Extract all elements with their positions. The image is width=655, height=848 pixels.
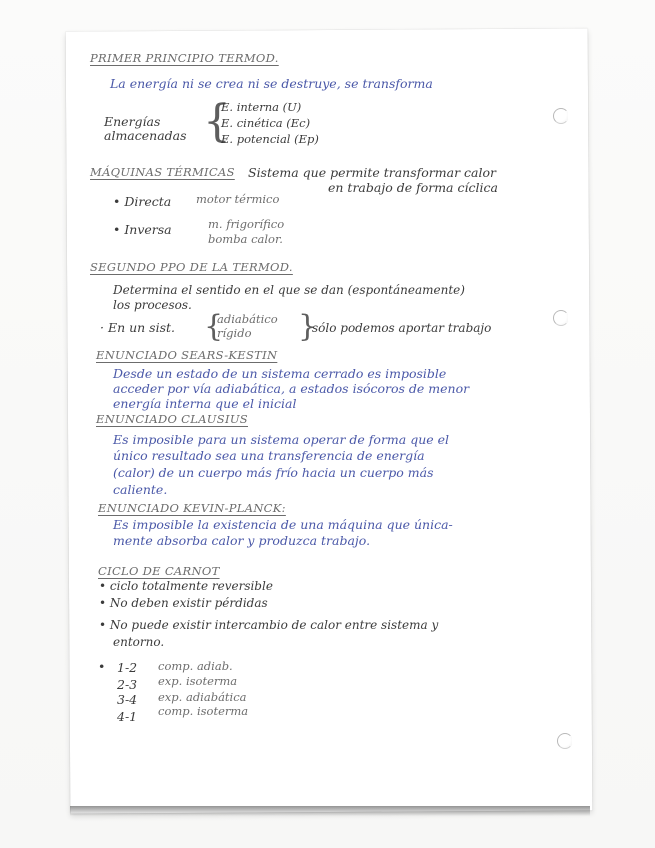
curly-brace-icon: { bbox=[203, 96, 231, 147]
statement-primer-principio: La energía ni se crea ni se destruye, se transforma bbox=[110, 76, 433, 91]
clausius-line-1: Es imposible para un sistema operar de forma que el bbox=[113, 432, 450, 447]
energy-item-3: E. potencial (Ep) bbox=[221, 132, 319, 146]
heading-ciclo-carnot: CICLO DE CARNOT bbox=[98, 564, 220, 578]
heading-segundo-principio: SEGUNDO PPO DE LA TERMOD. bbox=[90, 260, 293, 274]
carnot-step-text-3: exp. adiabática bbox=[158, 690, 247, 704]
carnot-bullet-3-cont: entorno. bbox=[113, 635, 165, 649]
carnot-step-id-2: 2-3 bbox=[117, 677, 138, 692]
segundo-line-2: los procesos. bbox=[113, 298, 192, 312]
inversa-value-1: m. frigorífico bbox=[208, 217, 285, 231]
energy-item-2: E. cinética (Ec) bbox=[221, 116, 311, 130]
carnot-steps-dot: • bbox=[98, 659, 106, 674]
energies-label-2: almacenadas bbox=[104, 128, 187, 143]
sears-kestin-line-2: acceder por vía adiabática, a estados isócoros de menor bbox=[113, 381, 470, 396]
carnot-step-text-2: exp. isoterma bbox=[158, 674, 238, 688]
clausius-line-2: único resultado sea una transferencia de energía bbox=[113, 448, 425, 463]
binder-hole-icon bbox=[553, 108, 569, 124]
heading-primer-principio: PRIMER PRINCIPIO TERMOD. bbox=[90, 51, 279, 65]
inversa-label: • Inversa bbox=[113, 222, 172, 237]
sheet-shadow bbox=[70, 806, 590, 816]
curly-brace-close-icon: } bbox=[298, 309, 318, 344]
curly-brace-icon: { bbox=[204, 309, 224, 344]
heading-kevin-planck: ENUNCIADO KEVIN-PLANCK: bbox=[98, 501, 286, 515]
carnot-bullet-3: • No puede existir intercambio de calor entre sistema y bbox=[99, 618, 439, 632]
carnot-step-id-4: 4-1 bbox=[117, 709, 138, 724]
clausius-line-4: caliente. bbox=[113, 482, 168, 497]
directa-label: • Directa bbox=[113, 194, 172, 209]
directa-value: motor térmico bbox=[196, 192, 280, 206]
heading-sears-kestin: ENUNCIADO SEARS-KESTIN bbox=[96, 348, 278, 362]
kevin-planck-line-2: mente absorba calor y produzca trabajo. bbox=[113, 533, 371, 548]
sears-kestin-line-3: energía interna que el inicial bbox=[113, 396, 297, 411]
energy-item-1: E. interna (U) bbox=[221, 100, 302, 114]
energies-label-1: Energías bbox=[104, 114, 161, 129]
carnot-step-id-3: 3-4 bbox=[117, 692, 138, 707]
sistema-prefix: · En un sist. bbox=[100, 320, 175, 335]
binder-hole-icon bbox=[557, 733, 573, 749]
sistema-rigido: rígido bbox=[217, 326, 252, 340]
carnot-bullet-2: • No deben existir pérdidas bbox=[99, 596, 268, 610]
heading-clausius: ENUNCIADO CLAUSIUS bbox=[96, 412, 248, 426]
clausius-line-3: (calor) de un cuerpo más frío hacia un cuerpo más bbox=[113, 465, 434, 480]
carnot-bullet-1: • ciclo totalmente reversible bbox=[99, 579, 273, 593]
sistema-result: sólo podemos aportar trabajo bbox=[312, 321, 492, 335]
carnot-step-id-1: 1-2 bbox=[117, 660, 138, 675]
sears-kestin-line-1: Desde un estado de un sistema cerrado es imposible bbox=[113, 366, 447, 381]
inversa-value-2: bomba calor. bbox=[208, 232, 283, 246]
heading-maquinas-termicas: MÁQUINAS TÉRMICAS bbox=[90, 165, 235, 179]
maquinas-definition-2: en trabajo de forma cíclica bbox=[328, 180, 498, 195]
kevin-planck-line-1: Es imposible la existencia de una máquina que única- bbox=[113, 517, 453, 532]
segundo-line-1: Determina el sentido en el que se dan (espontáneamente) bbox=[113, 283, 465, 297]
carnot-step-text-4: comp. isoterma bbox=[158, 704, 249, 718]
maquinas-definition-1: Sistema que permite transformar calor bbox=[248, 165, 496, 180]
binder-hole-icon bbox=[553, 310, 569, 326]
carnot-step-text-1: comp. adiab. bbox=[158, 659, 233, 673]
sistema-adiabatico: adiabático bbox=[217, 312, 278, 326]
